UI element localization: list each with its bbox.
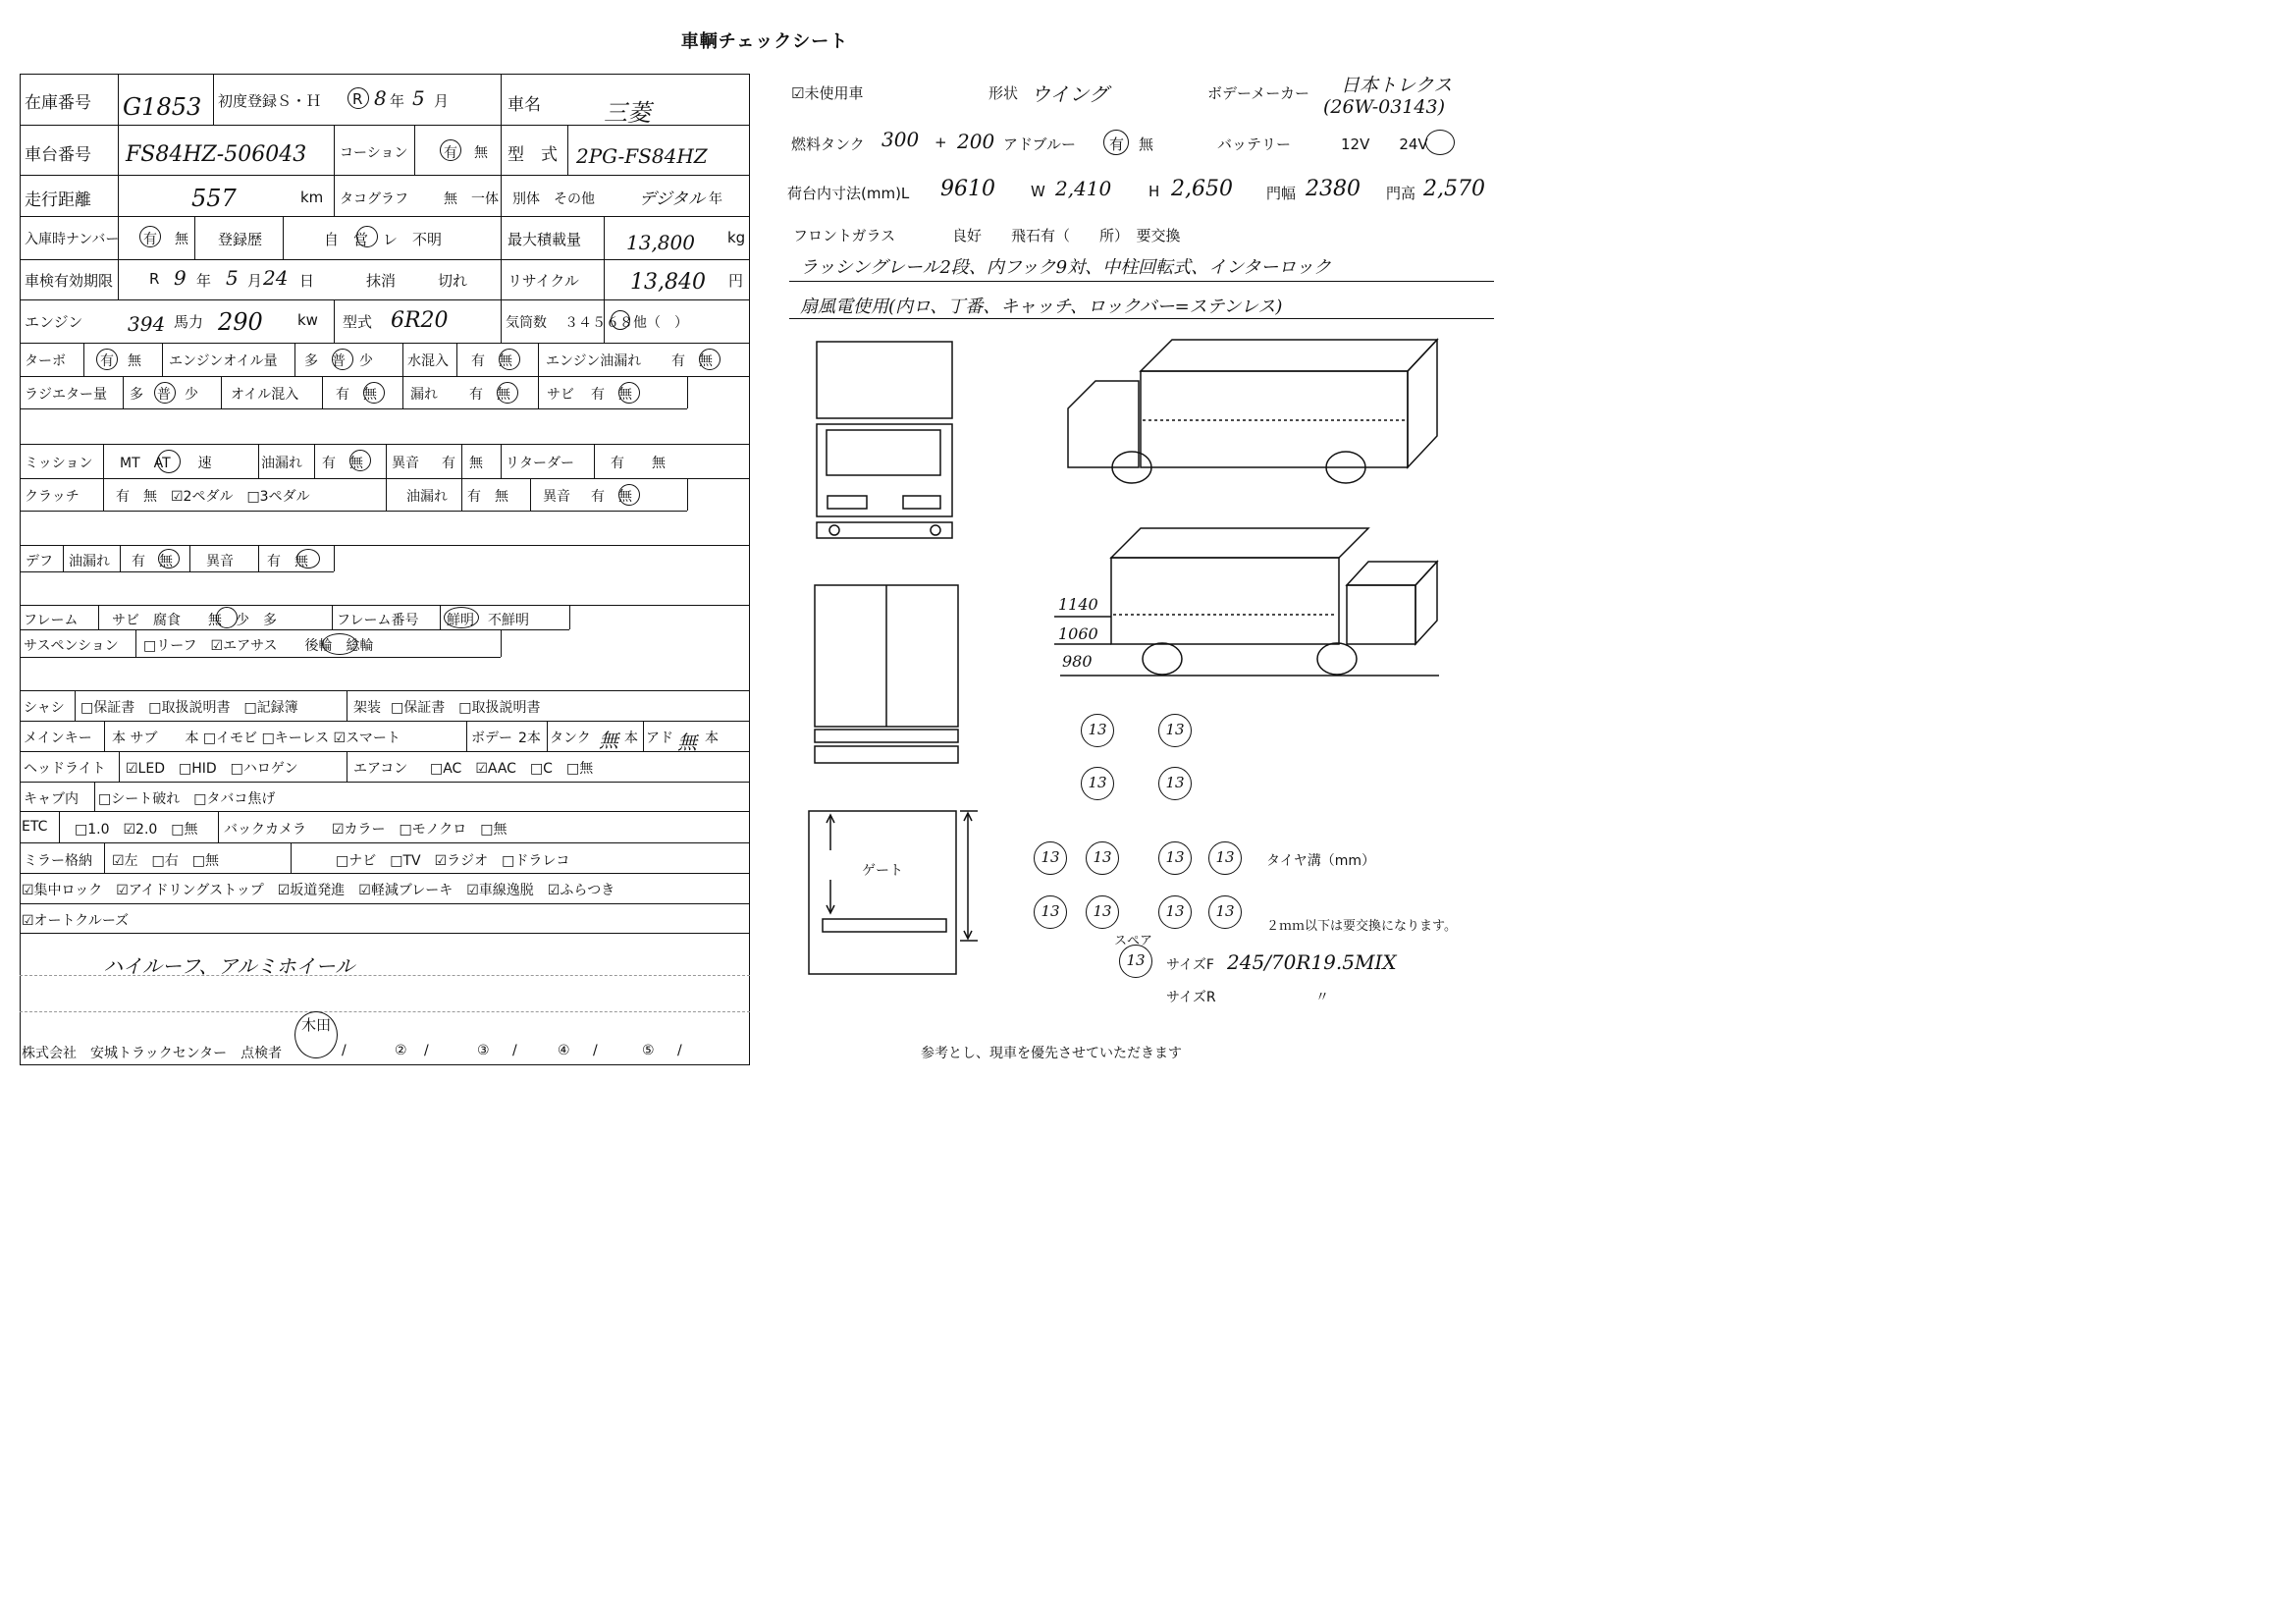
- d-leak-options: 有 無: [132, 554, 173, 569]
- inspector-stamp-text: 木田: [300, 1016, 331, 1034]
- footer-step-3: ③: [477, 1043, 490, 1058]
- engine-label: エンジン: [25, 313, 83, 331]
- fuel-label: 燃料タンク: [791, 135, 865, 153]
- audio-options: □ナビ □TV ☑ラジオ □ドラレコ: [336, 853, 570, 869]
- size-r-label: サイズR: [1166, 990, 1216, 1005]
- tyre-4: 13: [1158, 767, 1192, 800]
- plate-have: 有: [143, 232, 157, 247]
- battery-options: 12V 24V: [1341, 135, 1428, 153]
- recycle-unit: 円: [728, 272, 744, 290]
- diff-label: デフ: [26, 554, 53, 569]
- adblue-options: 有 無: [1109, 135, 1154, 153]
- dim-w-label: W: [1031, 183, 1045, 200]
- mission-options: MT AT 速: [120, 456, 212, 471]
- turbo-options: 有 無: [100, 353, 141, 369]
- dim-height: 2,650: [1171, 177, 1233, 201]
- headlight-label: ヘッドライト: [24, 761, 106, 777]
- car-name-label: 車名: [507, 95, 541, 115]
- history-label: 登録歴: [218, 231, 263, 248]
- tyre-1: 13: [1081, 714, 1114, 747]
- aircon-label: エアコン: [353, 761, 408, 777]
- mirror-options: ☑左 □右 □無: [112, 853, 220, 869]
- ad-unit: 本: [705, 731, 719, 746]
- body-label: 架装: [353, 700, 381, 716]
- chassis-no-label: 車台番号: [25, 145, 91, 165]
- gate-height-label: 門高: [1386, 185, 1416, 202]
- tyre-8: 13: [1208, 841, 1242, 875]
- retarder-label: リターダー: [506, 456, 574, 471]
- expired-text: 切れ: [438, 272, 468, 290]
- month-unit: 月: [434, 92, 450, 110]
- kw-unit: kw: [297, 311, 318, 329]
- size-f-value: 245/70R19.5MIX: [1227, 950, 1397, 974]
- inspection-label: 車検有効期限: [25, 272, 114, 290]
- tacho-label: タコグラフ: [340, 191, 408, 207]
- footer-step-2: ②: [395, 1043, 407, 1058]
- shape-value: ウイング: [1031, 82, 1108, 106]
- first-reg-month: 5: [412, 86, 425, 110]
- d-noise-label: 異音: [206, 554, 234, 569]
- body-maker-value: 日本トレクス: [1341, 75, 1453, 96]
- water-options: 有 無: [471, 353, 512, 369]
- oil-leak-options: 有 無: [671, 353, 713, 369]
- dim-width: 2,410: [1055, 177, 1112, 200]
- tank-unit: 本: [624, 731, 638, 746]
- clutch-label: クラッチ: [25, 489, 80, 505]
- coating-none: 無: [474, 145, 488, 161]
- mileage-unit: km: [300, 189, 324, 206]
- chassis-label: シャシ: [24, 700, 65, 716]
- d-leak-label: 油漏れ: [69, 554, 110, 569]
- chassis-no-value: FS84HZ-506043: [126, 142, 307, 167]
- recycle-value: 13,840: [630, 270, 706, 295]
- coating-label: コーション: [340, 145, 408, 161]
- spare-label: スペア: [1114, 934, 1153, 948]
- mileage-label: 走行距離: [25, 190, 91, 210]
- mileage-value: 557: [191, 185, 237, 212]
- coating-have: 有: [444, 145, 457, 161]
- tyre-2: 13: [1158, 714, 1192, 747]
- glass-label: フロントガラス: [793, 227, 896, 244]
- bodyinfo-label: ボデー: [471, 731, 512, 746]
- safety-options: ☑集中ロック ☑アイドリングストップ ☑坂道発進 ☑軽減ブレーキ ☑車線逸脱 ☑ふらつき: [22, 883, 615, 898]
- oil-level-options: 多 普 少: [304, 353, 373, 369]
- tacho-options: 無 一体 別体 その他: [444, 191, 595, 207]
- note-line-2: 扇風電使用(内ロ、丁番、キャッチ、ロックバー=ステンレス): [800, 297, 1283, 317]
- oil-leak-label: エンジン油漏れ: [546, 353, 642, 369]
- adblue-label: アドブルー: [1003, 135, 1076, 153]
- height-mark-1: 1140: [1058, 595, 1098, 614]
- d-noise-options: 有 無: [267, 554, 308, 569]
- tyre-7: 13: [1158, 841, 1192, 875]
- tyre-3: 13: [1081, 767, 1114, 800]
- clutch-options: 有 無 ☑2ペダル □3ペダル: [116, 489, 310, 505]
- tyre-11: 13: [1158, 895, 1192, 929]
- cylinders-label: 気筒数: [506, 315, 547, 331]
- leak-options: 有 無: [469, 387, 510, 403]
- inspection-day-unit: 日: [299, 272, 315, 290]
- tacho-year: 年: [709, 191, 722, 207]
- glass-options: 良好 飛石有（ 所） 要交換: [952, 227, 1181, 244]
- cab-options: □シート破れ □タバコ焦げ: [98, 791, 276, 807]
- inspection-month-unit: 月: [247, 272, 263, 290]
- tread-note: ２ｍｍ以下は要交換になります。: [1266, 919, 1457, 934]
- cab-label: キャブ内: [24, 791, 79, 807]
- height-mark-2: 1060: [1058, 624, 1098, 643]
- oil-mix-label: オイル混入: [231, 387, 299, 403]
- gate-width: 2380: [1306, 177, 1361, 201]
- key-label: メインキー: [24, 731, 92, 746]
- hp-label: 馬力: [174, 313, 204, 331]
- unused-check: ☑未使用車: [791, 84, 864, 102]
- size-r-value: 〃: [1315, 990, 1329, 1005]
- hp-value: 290: [218, 308, 263, 336]
- suspension-label: サスペンション: [24, 638, 119, 654]
- stock-no-value: G1853: [123, 93, 202, 121]
- oil-level-label: エンジンオイル量: [169, 353, 278, 369]
- recycle-label: リサイクル: [507, 272, 579, 290]
- frame-no-options: 鮮明 不鮮明: [447, 613, 529, 628]
- engine-model-value: 6R20: [391, 308, 449, 333]
- plate-label: 入庫時ナンバー: [25, 232, 120, 247]
- cruise-option: ☑オートクルーズ: [22, 913, 130, 929]
- cancel-text: 抹消: [366, 272, 397, 290]
- tyre-9: 13: [1034, 895, 1067, 929]
- oil-mix-options: 有 無: [336, 387, 377, 403]
- ad-label: アド: [646, 731, 673, 746]
- engine-value: 394: [128, 312, 166, 336]
- tyre-5: 13: [1034, 841, 1067, 875]
- fuel-value-2: 200: [957, 130, 995, 153]
- left-form: [20, 74, 750, 1065]
- inspection-era: R: [149, 270, 160, 288]
- c-leak-label: 油漏れ: [406, 489, 448, 505]
- spare-tyre: 13: [1119, 945, 1152, 978]
- m-noise-label: 異音: [392, 456, 419, 471]
- headlight-options: ☑LED □HID □ハロゲン: [126, 761, 298, 777]
- mirror-label: ミラー格納: [24, 853, 92, 869]
- fuel-plus: +: [934, 134, 947, 151]
- sheet-title: 車輌チェックシート: [680, 31, 849, 52]
- footer-note: 参考とし、現車を優先させていただきます: [921, 1046, 1182, 1061]
- first-reg-era: R: [352, 90, 363, 108]
- history-options: 自 営 レ 不明: [324, 231, 443, 248]
- engine-model-label: 型式: [343, 313, 373, 331]
- mission-label: ミッション: [25, 456, 93, 471]
- leak-label: 漏れ: [410, 387, 438, 403]
- remarks: ハイルーフ、アルミホイール: [103, 954, 355, 978]
- first-reg-year: 8: [374, 86, 387, 110]
- cylinders-options: ３４５６８他（ ）: [564, 315, 688, 331]
- battery-label: バッテリー: [1217, 135, 1292, 153]
- body-options: □保証書 □取扱説明書: [391, 700, 541, 716]
- inspection-day: 24: [263, 266, 289, 290]
- max-load-value: 13,800: [626, 231, 695, 254]
- c-leak-options: 有 無: [467, 489, 508, 505]
- size-f-label: サイズF: [1166, 957, 1214, 973]
- bodyinfo-value: 2本: [518, 731, 541, 746]
- water-label: 水混入: [407, 353, 449, 369]
- c-noise-options: 有 無: [591, 489, 632, 505]
- camera-options: ☑カラー □モノクロ □無: [332, 822, 507, 838]
- max-load-label: 最大積載量: [507, 231, 582, 248]
- key-options: 本 サブ 本 □イモビ □キーレス ☑スマート: [112, 731, 400, 746]
- body-maker-number: (26W-03143): [1323, 96, 1446, 118]
- dim-h-label: H: [1148, 183, 1160, 200]
- body-maker-label: ボデーメーカー: [1207, 84, 1309, 102]
- dim-length: 9610: [940, 177, 995, 201]
- gate-height: 2,570: [1423, 177, 1485, 201]
- rust-options: 有 無: [591, 387, 632, 403]
- suspension-options: □リーフ ☑エアサス 後輪 総輪: [143, 638, 374, 654]
- tyre-12: 13: [1208, 895, 1242, 929]
- m-leak-options: 有 無: [322, 456, 363, 471]
- retarder-options: 有 無: [611, 456, 666, 471]
- gate-label: ゲート: [862, 863, 903, 879]
- frame-label: フレーム: [24, 613, 79, 628]
- inspection-year-unit: 年: [196, 272, 212, 290]
- rust-label: サビ: [547, 387, 574, 403]
- frame-no-label: フレーム番号: [337, 613, 419, 628]
- model-value: 2PG-FS84HZ: [576, 144, 708, 168]
- model-label: 型 式: [507, 145, 558, 165]
- max-load-unit: kg: [727, 229, 746, 246]
- dims-label: 荷台内寸法(mm)L: [787, 185, 910, 202]
- year-unit: 年: [390, 92, 405, 110]
- chassis-options: □保証書 □取扱説明書 □記録簿: [80, 700, 298, 716]
- m-noise-options: 有 無: [442, 456, 483, 471]
- shape-label: 形状: [988, 84, 1019, 102]
- turbo-label: ターボ: [25, 353, 66, 369]
- tank-value: 無: [599, 729, 618, 752]
- radiator-options: 多 普 少: [130, 387, 198, 403]
- plate-none: 無: [175, 232, 188, 247]
- footer-company: 株式会社 安城トラックセンター 点検者: [22, 1046, 283, 1061]
- car-name-value: 三菱: [604, 99, 651, 127]
- c-noise-label: 異音: [543, 489, 570, 505]
- m-leak-label: 油漏れ: [261, 456, 302, 471]
- stock-no-label: 在庫番号: [25, 93, 91, 113]
- tacho-written: デジタル: [639, 189, 705, 209]
- tyre-6: 13: [1086, 841, 1119, 875]
- tread-label: タイヤ溝（mm）: [1266, 853, 1375, 869]
- inspection-month: 5: [226, 266, 239, 290]
- etc-options: □1.0 ☑2.0 □無: [75, 822, 198, 838]
- tyre-10: 13: [1086, 895, 1119, 929]
- aircon-options: □AC ☑AAC □C □無: [430, 761, 594, 777]
- etc-label: ETC: [22, 819, 48, 835]
- gate-width-label: 門幅: [1266, 185, 1297, 202]
- first-reg-label: 初度登録Ｓ・Ｈ: [218, 92, 322, 110]
- footer-step-5: ⑤: [642, 1043, 655, 1058]
- fuel-value-1: 300: [881, 128, 920, 151]
- note-line-1: ラッシングレール2段、内フック9対、中柱回転式、インターロック: [800, 257, 1332, 278]
- radiator-label: ラジエター量: [25, 387, 107, 403]
- camera-label: バックカメラ: [224, 822, 306, 838]
- tank-label: タンク: [550, 731, 591, 746]
- footer-step-4: ④: [558, 1043, 570, 1058]
- height-mark-3: 980: [1062, 652, 1093, 671]
- frame-options: サビ 腐食 無 少 多: [112, 613, 277, 628]
- ad-value: 無: [677, 731, 697, 754]
- inspection-year: 9: [174, 266, 187, 290]
